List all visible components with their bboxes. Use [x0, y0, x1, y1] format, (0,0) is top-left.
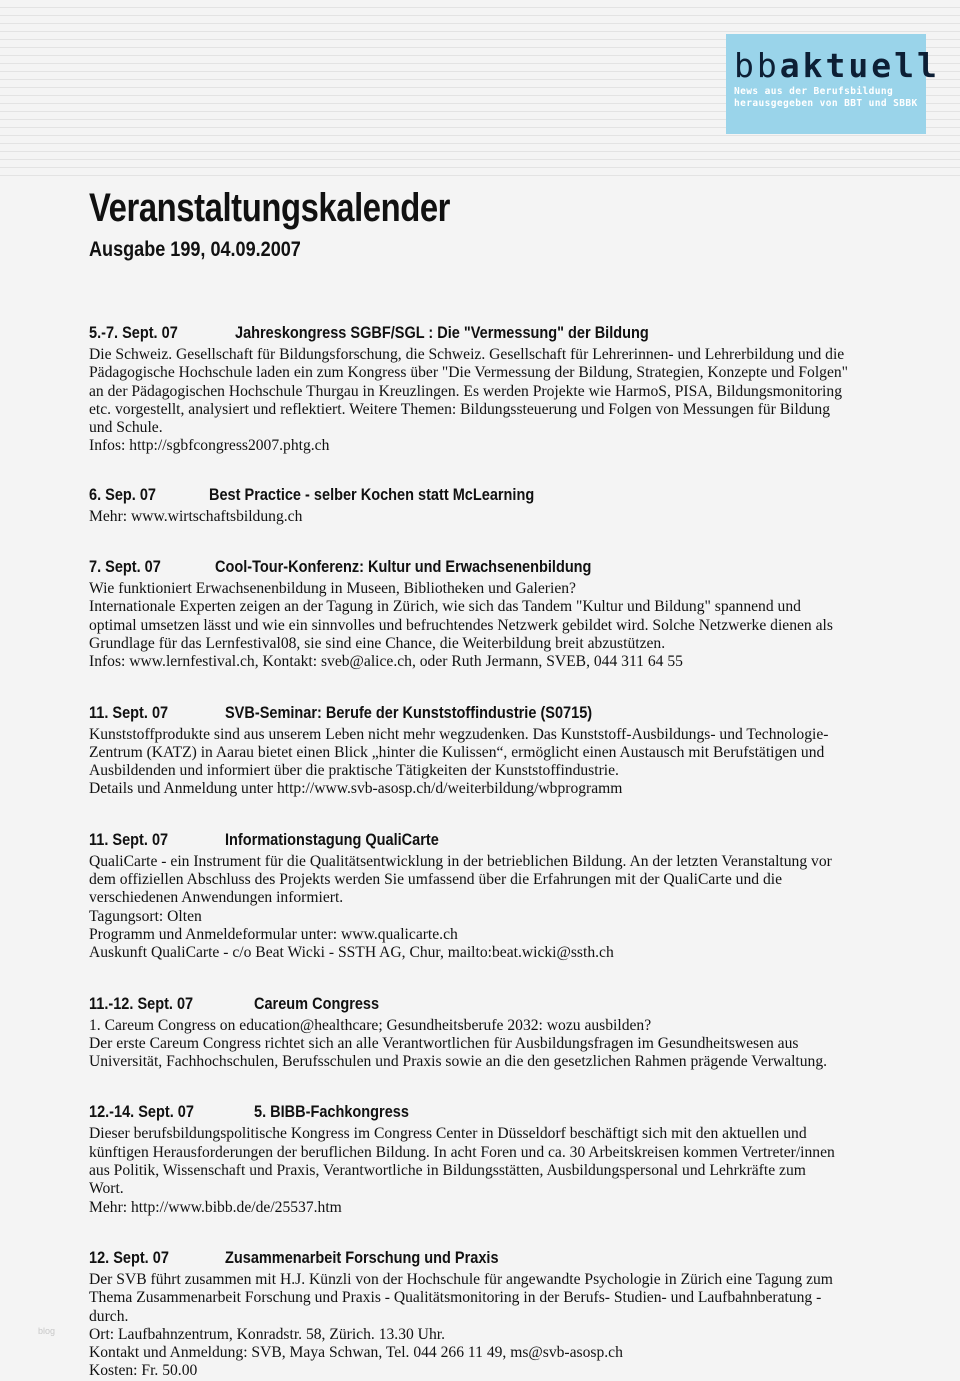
event-text-line: Wort.: [89, 1180, 124, 1198]
event-date: 12.-14. Sept. 07: [89, 1103, 194, 1122]
event-text-line: Thema Zusammenarbeit Forschung und Praxis - Qualitätsmonitoring in der Berufs- Studien- und Laufbahnberatung -: [89, 1289, 822, 1307]
event-text-line: Mehr: www.wirtschaftsbildung.ch: [89, 507, 303, 525]
event-text-line: Grundlage für das Lernfestival08, sie sind eine Chance, die Weiterbildung breit abzustützen.: [89, 634, 666, 652]
event-entry: [89, 704, 949, 799]
event-separator: [89, 672, 949, 704]
event-entry: [89, 486, 949, 526]
event-heading: [89, 704, 949, 726]
event-text-line: Programm und Anmeldeformular unter: www.qualicarte.ch: [89, 925, 458, 943]
event-list: [89, 324, 949, 1381]
event-entry: [89, 995, 949, 1072]
event-title: Best Practice - selber Kochen statt McLearning: [209, 485, 535, 504]
event-heading: [89, 1103, 949, 1125]
event-date: 11. Sept. 07: [89, 703, 169, 722]
event-text-line: und Schule.: [89, 419, 163, 437]
event-text-line: Ausbildenden und informiert über die praktische Tätigkeiten der Kunststoffindustrie.: [89, 762, 619, 780]
logo-subtitle-2: herausgegeben von BBT und SBBK: [734, 98, 918, 109]
event-title: Informationstagung QualiCarte: [225, 830, 439, 849]
event-text-line: Dieser berufsbildungspolitische Kongress im Congress Center in Düsseldorf beschäftigt sich mit den aktuellen und: [89, 1125, 807, 1143]
event-text-line: Infos: http://sgbfcongress2007.phtg.ch: [89, 437, 330, 455]
event-heading: [89, 486, 949, 508]
event-text-line: Zentrum (KATZ) in Aarau bietet einen Blick „hinter die Kulissen“, ermöglicht einen Austausch mit Berufstätigen und: [89, 743, 825, 761]
event-separator: [89, 799, 949, 831]
issue-line: Ausgabe 199, 04.09.2007: [89, 238, 301, 261]
event-separator: [89, 1217, 949, 1249]
event-separator: [89, 1071, 949, 1103]
event-text-line: durch.: [89, 1307, 129, 1325]
event-heading: [89, 324, 949, 346]
watermark: blog: [38, 1326, 56, 1336]
event-title: Careum Congress: [254, 994, 380, 1013]
event-entry: [89, 324, 949, 456]
event-text-line: Kunststoffprodukte sind aus unserem Leben nicht mehr wegzudenken. Das Kunststoff-Ausbildungs- und Technologie-: [89, 725, 829, 743]
event-date: 7. Sept. 07: [89, 558, 161, 577]
event-text-line: Auskunft QualiCarte - c/o Beat Wicki - SSTH AG, Chur, mailto:beat.wicki@ssth.ch: [89, 944, 614, 962]
event-text-line: verschiedenen Anwendungen informiert.: [89, 889, 344, 907]
event-heading: [89, 1249, 949, 1271]
event-text-line: Internationale Experten zeigen an der Tagung in Zürich, wie sich das Tandem "Kultur und Bildung" spannend und: [89, 598, 801, 616]
event-heading: [89, 558, 949, 580]
event-title: SVB-Seminar: Berufe der Kunststoffindustrie (S0715): [225, 703, 593, 722]
page-title: Veranstaltungskalender: [89, 186, 451, 230]
event-text-line: Tagungsort: Olten: [89, 907, 202, 925]
event-date: 11. Sept. 07: [89, 830, 169, 849]
event-text-line: Die Schweiz. Gesellschaft für Bildungsforschung, die Schweiz. Gesellschaft für Lehrerinnen- und Lehrerbildung und die: [89, 346, 845, 363]
event-text-line: Universität, Fachhochschulen, Berufsschulen und Praxis sowie an die den gesetzlichen Rahmen prägende Verwaltung.: [89, 1053, 828, 1071]
event-entry: [89, 1249, 949, 1381]
event-separator: [89, 526, 949, 558]
event-entry: [89, 1103, 949, 1216]
event-text-line: Infos: www.lernfestival.ch, Kontakt: sveb@alice.ch, oder Ruth Jermann, SVEB, 044 311 64 55: [89, 653, 683, 671]
event-text-line: Der erste Careum Congress richtet sich an alle Verantwortlichen für Ausbildungsfragen im Gesundheitswesen aus: [89, 1034, 799, 1052]
event-text-line: künftigen Herausforderungen der beruflichen Bildung. In acht Foren und ca. 30 Arbeitskreisen kommen Vertreter/innen: [89, 1143, 835, 1161]
event-title: 5. BIBB-Fachkongress: [254, 1103, 409, 1122]
logo-subtitle-1: News aus der Berufsbildung: [734, 86, 894, 97]
logo-wordmark: bbaktuell: [734, 46, 940, 85]
event-text-line: Der SVB führt zusammen mit H.J. Künzli von der Hochschule für angewandte Psychologie in Zürich eine Tagung zum: [89, 1270, 833, 1288]
event-text-line: Kosten: Fr. 50.00: [89, 1362, 198, 1380]
event-date: 12. Sept. 07: [89, 1248, 169, 1267]
event-text-line: Details und Anmeldung unter http://www.svb-asosp.ch/d/weiterbildung/wbprogramm: [89, 780, 623, 798]
event-heading: [89, 831, 949, 853]
bbaktuell-logo: [726, 34, 940, 134]
event-text-line: 1. Careum Congress on education@healthcare; Gesundheitsberufe 2032: wozu ausbilden?: [89, 1016, 652, 1034]
event-text-line: an der Pädagogischen Hochschule Thurgau in Kreuzlingen. Es werden Projekte wie HarmoS, PISA, Bildungsmonitoring: [89, 382, 842, 400]
event-date: 6. Sep. 07: [89, 485, 157, 504]
event-date: 5.-7. Sept. 07: [89, 324, 178, 342]
event-entry: [89, 558, 949, 671]
event-text-line: Kontakt und Anmeldung: SVB, Maya Schwan, Tel. 044 266 11 49, ms@svb-asosp.ch: [89, 1344, 623, 1362]
event-separator: [89, 456, 949, 486]
event-text-line: optimal umsetzen lässt und wie ein sinnvolles und befruchtendes Netzwerk gebildet wird. Solche Netzwerke dienen als: [89, 616, 833, 634]
event-title: Jahreskongress SGBF/SGL : Die "Vermessung" der Bildung: [235, 324, 649, 342]
event-text-line: aus Politik, Wissenschaft und Praxis, Verantwortliche in Bildungsstätten, Ausbildungspersonal und Lehrkräfte zum: [89, 1162, 806, 1180]
event-text-line: dem offiziellen Abschluss des Projekts werden Sie umfassend über die Erfahrungen mit der QualiCarte und die: [89, 871, 783, 889]
event-date: 11.-12. Sept. 07: [89, 994, 194, 1013]
event-text-line: QualiCarte - ein Instrument für die Qualitätsentwicklung in der betrieblichen Bildung. An der letzten Veranstaltung vor: [89, 852, 832, 870]
event-text-line: Ort: Laufbahnzentrum, Konradstr. 58, Zürich. 13.30 Uhr.: [89, 1325, 445, 1343]
event-entry: [89, 831, 949, 963]
event-title: Cool-Tour-Konferenz: Kultur und Erwachsenenbildung: [215, 558, 592, 577]
event-text-line: Mehr: http://www.bibb.de/de/25537.htm: [89, 1198, 342, 1216]
event-heading: [89, 995, 949, 1017]
event-title: Zusammenarbeit Forschung und Praxis: [225, 1248, 499, 1267]
event-text-line: Wie funktioniert Erwachsenenbildung in Museen, Bibliotheken und Galerien?: [89, 580, 576, 598]
event-text-line: Pädagogische Hochschule laden ein zum Kongress über "Die Vermessung der Bildung, Strategien, Konzepte und Folgen": [89, 364, 849, 382]
event-separator: [89, 963, 949, 995]
event-text-line: etc. vorgestellt, analysiert und reflektiert. Weitere Themen: Bildungssteuerung und Folgen von Messungen für Bildung: [89, 400, 831, 418]
